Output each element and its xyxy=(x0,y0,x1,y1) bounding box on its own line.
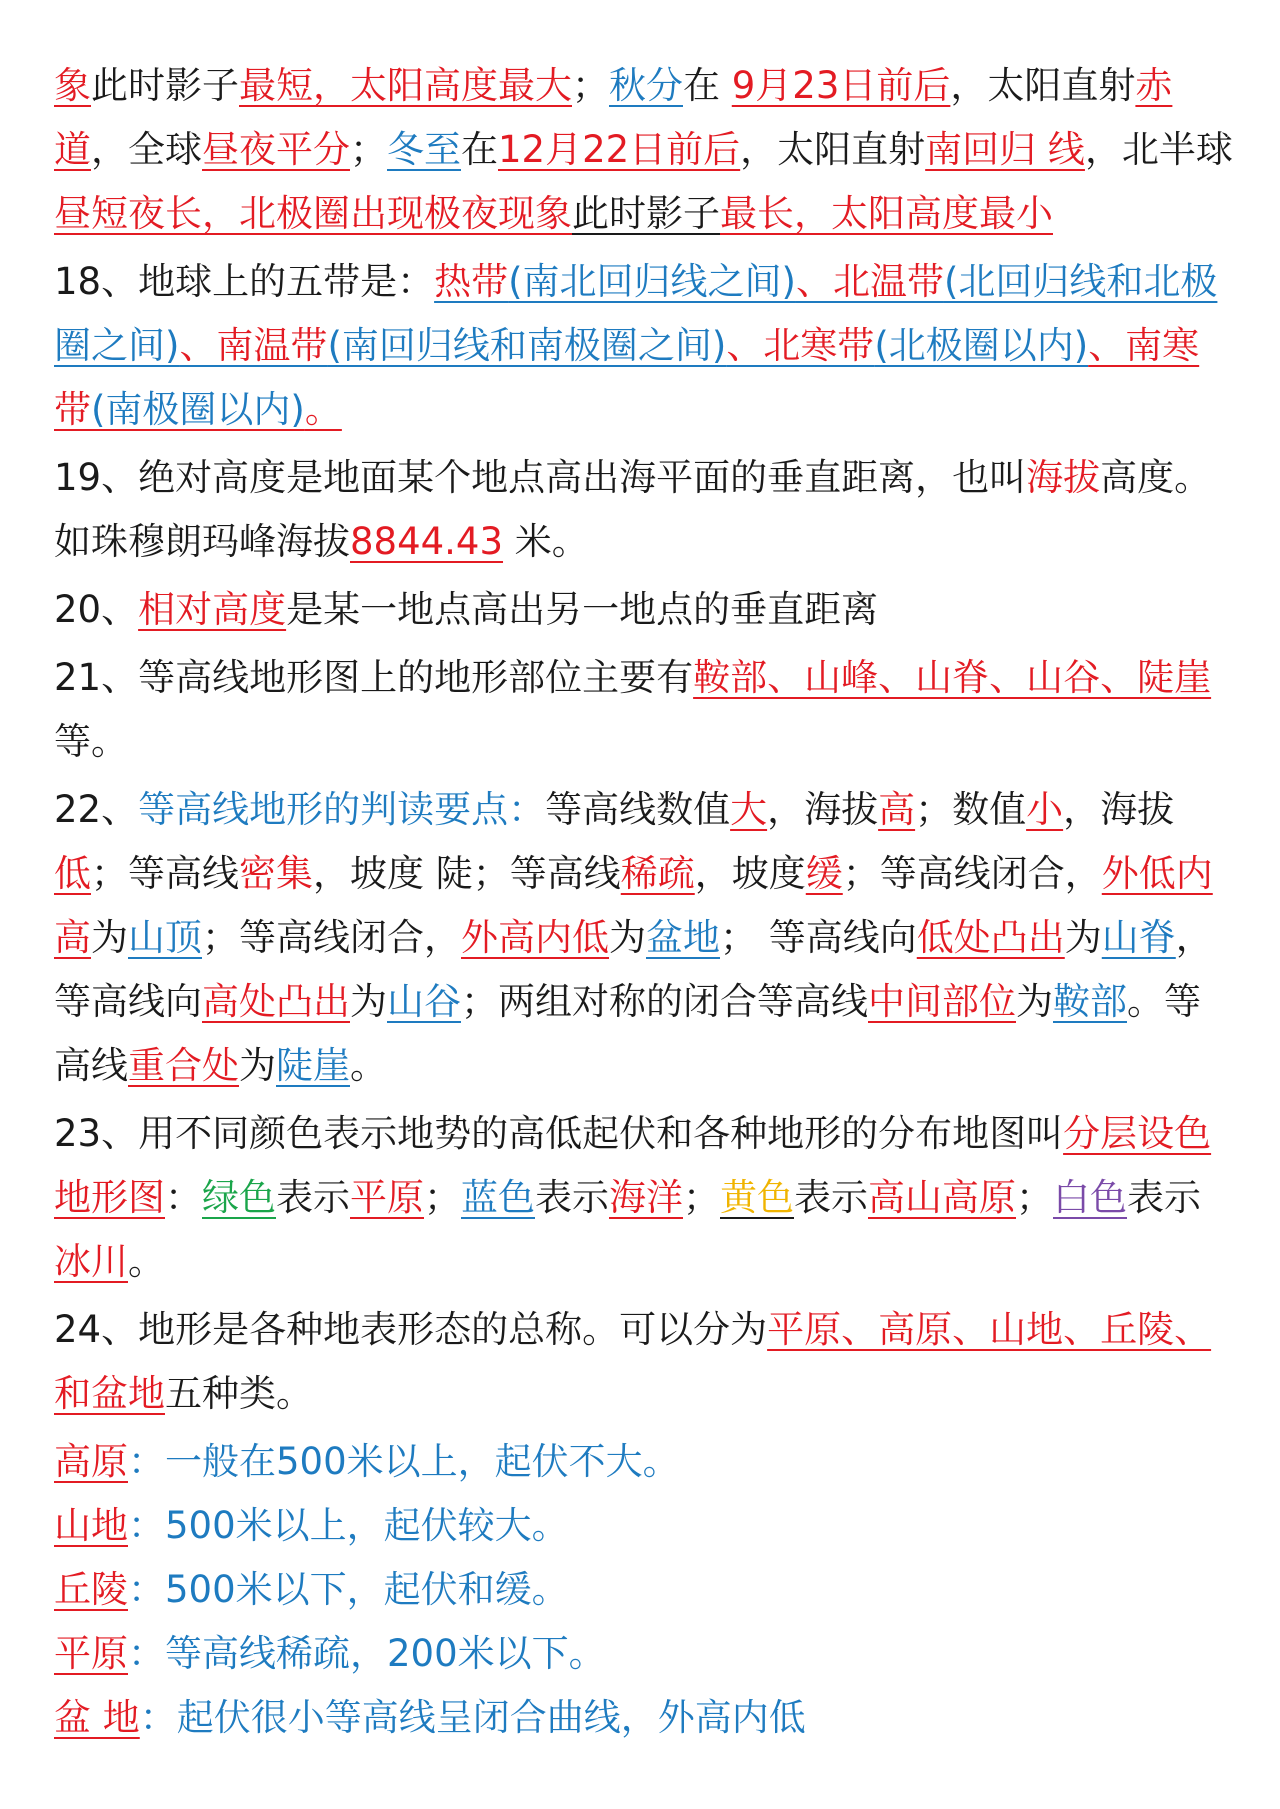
paragraph-21-landform-parts xyxy=(54,646,1234,774)
text-segment: ；两组对称的闭合等高线 xyxy=(461,980,868,1023)
text-segment: 。 xyxy=(350,1044,387,1087)
text-segment: 南回归 线 xyxy=(925,128,1085,171)
text-segment: ； 等高线向 xyxy=(720,916,917,959)
text-segment: 最短，太阳高度最大 xyxy=(239,64,572,107)
text-segment: 是某一地点高出另一地点的垂直距离 xyxy=(286,588,879,631)
text-segment: 高 xyxy=(878,788,916,831)
definition-item xyxy=(54,1494,1240,1558)
text-segment: 重合处 xyxy=(128,1044,239,1087)
text-segment: 22、 xyxy=(54,788,139,831)
paragraph-22-contour-reading xyxy=(54,778,1234,1098)
text-segment: ； xyxy=(424,1176,461,1219)
text-segment: 8844.43 xyxy=(350,520,504,563)
text-segment: 中间部位 xyxy=(868,980,1016,1023)
text-segment: 12月22日前后 xyxy=(498,128,741,171)
text-segment: 等高线地形的判读要点： xyxy=(138,788,546,831)
text-segment: 盆地 xyxy=(646,916,720,959)
text-segment: 鞍部 xyxy=(1053,980,1127,1023)
text-segment: 米。 xyxy=(503,520,589,563)
definition-text: ：500米以下，起伏和缓。 xyxy=(128,1568,569,1611)
text-segment: ；数值 xyxy=(915,788,1027,831)
text-segment: (南北回归线之间) xyxy=(508,260,796,303)
text-segment: 冰川 xyxy=(54,1240,128,1283)
text-segment: (北极圈以内) xyxy=(874,324,1089,367)
text-segment: 、北温带 xyxy=(795,260,944,303)
text-segment: ，等高线向 xyxy=(54,916,1213,1023)
definition-term: 盆 地 xyxy=(54,1696,140,1739)
text-segment: 。 xyxy=(128,1240,165,1283)
text-segment: 为 xyxy=(239,1044,276,1087)
text-segment: (南极圈以内) xyxy=(91,388,305,431)
text-segment: 19、绝对高度是地面某个地点高出海平面的垂直距离，也叫 xyxy=(54,456,1027,499)
text-segment: 平原、高原、山地、丘陵、和盆地 xyxy=(54,1308,1212,1415)
definition-term: 山地 xyxy=(54,1504,128,1547)
text-segment: 白色 xyxy=(1053,1176,1127,1219)
text-segment: 黄色 xyxy=(720,1176,794,1219)
definition-item xyxy=(54,1622,1240,1686)
paragraph-18-five-zones xyxy=(54,250,1234,442)
text-segment: ，北半球 xyxy=(1084,128,1233,171)
text-segment: 昼短夜长，北极圈出现极夜现象 xyxy=(54,192,572,235)
text-segment: 海拔 xyxy=(1026,456,1101,499)
text-segment: 高山高原 xyxy=(868,1176,1016,1219)
text-segment: 9月23日前后 xyxy=(731,64,951,107)
text-segment: 等高线数值 xyxy=(545,788,731,831)
text-segment: 表示 xyxy=(1127,1176,1201,1219)
text-segment: 山顶 xyxy=(128,916,202,959)
paragraph-23-layered-color-map xyxy=(54,1102,1234,1294)
text-segment: ，坡度 xyxy=(694,852,806,895)
text-segment: 此时影子 xyxy=(91,64,239,107)
text-segment: 低 xyxy=(54,852,91,895)
definition-text: ：起伏很小等高线呈闭合曲线，外高内低 xyxy=(139,1696,806,1739)
text-segment: 相对高度 xyxy=(138,588,287,631)
text-segment: 24、地形是各种地表形态的总称。可以分为 xyxy=(54,1308,768,1351)
text-segment: 在 xyxy=(683,64,732,107)
paragraph-20-relative-height xyxy=(54,578,1234,642)
text-segment: 五种类。 xyxy=(165,1372,313,1415)
definition-term: 平原 xyxy=(54,1632,128,1675)
text-segment: 冬至 xyxy=(387,128,461,171)
text-segment: 表示 xyxy=(794,1176,868,1219)
text-segment: ，太阳直射 xyxy=(950,64,1136,107)
text-segment: 陡崖 xyxy=(276,1044,350,1087)
text-segment: ；等高线闭合， xyxy=(202,916,461,959)
text-segment: 昼夜平分 xyxy=(202,128,350,171)
text-segment: 为 xyxy=(1016,980,1053,1023)
paragraph-17-continued xyxy=(54,54,1234,246)
text-segment: 最长，太阳高度最小 xyxy=(720,192,1053,235)
text-segment: 、南寒带 xyxy=(54,324,1200,431)
text-segment: 低处凸出 xyxy=(916,916,1065,959)
definition-text: ：一般在500米以上，起伏不大。 xyxy=(128,1440,680,1483)
text-segment: 为 xyxy=(350,980,387,1023)
definition-text: ：500米以上，起伏较大。 xyxy=(128,1504,569,1547)
text-segment: ，海拔 xyxy=(1063,788,1175,831)
text-segment: 小 xyxy=(1026,788,1064,831)
text-segment: 外低内高 xyxy=(54,852,1213,959)
text-segment: 表示 xyxy=(535,1176,609,1219)
text-segment: 绿色 xyxy=(202,1176,276,1219)
paragraph-24-landform-types xyxy=(54,1298,1234,1426)
text-segment: 缓 xyxy=(805,852,843,895)
text-segment: 象 xyxy=(54,64,91,107)
text-segment: 分层设色地形图 xyxy=(54,1112,1212,1219)
text-segment: 为 xyxy=(91,916,128,959)
text-segment: ，海拔 xyxy=(767,788,879,831)
text-segment: 海洋 xyxy=(609,1176,683,1219)
text-segment: ； xyxy=(350,128,387,171)
text-segment: 为 xyxy=(609,916,646,959)
text-segment: 为 xyxy=(1064,916,1102,959)
text-segment: 18、地球上的五带是： xyxy=(54,260,435,303)
text-segment: 外高内低 xyxy=(461,916,609,959)
definition-term: 丘陵 xyxy=(54,1568,128,1611)
landform-definition-list xyxy=(54,1430,1240,1750)
text-segment: 此时影子 xyxy=(572,192,720,235)
text-segment: ，坡度 陡；等高线 xyxy=(313,852,621,895)
text-segment: 山谷 xyxy=(387,980,461,1023)
text-segment: 。等高线 xyxy=(54,980,1201,1087)
text-segment: 、南温带 xyxy=(179,324,328,367)
text-segment: 。 xyxy=(304,388,342,431)
text-segment: (北回归线和北极圈之间) xyxy=(54,260,1218,367)
text-segment: 、北寒带 xyxy=(726,324,875,367)
text-segment: ；等高线 xyxy=(91,852,239,895)
text-segment: 高度。如珠穆朗玛峰海拔 xyxy=(54,456,1212,563)
text-segment: 密集 xyxy=(239,852,313,895)
text-segment: (南回归线和南极圈之间) xyxy=(327,324,727,367)
text-segment: 蓝色 xyxy=(461,1176,535,1219)
text-segment: 山脊 xyxy=(1101,916,1176,959)
text-segment: 大 xyxy=(730,788,768,831)
text-segment: 在 xyxy=(461,128,498,171)
text-segment: 平原 xyxy=(350,1176,424,1219)
definition-item xyxy=(54,1430,1240,1494)
text-segment: 高处凸出 xyxy=(202,980,350,1023)
text-segment: 等。 xyxy=(54,720,128,763)
text-segment: ： xyxy=(165,1176,202,1219)
paragraph-19-absolute-height xyxy=(54,446,1234,574)
definition-text: ：等高线稀疏，200米以下。 xyxy=(128,1632,606,1675)
text-segment: 稀疏 xyxy=(620,852,695,895)
text-segment: ，太阳直射 xyxy=(740,128,926,171)
text-segment: 21、等高线地形图上的地形部位主要有 xyxy=(54,656,694,699)
definition-term: 高原 xyxy=(54,1440,128,1483)
text-segment: ； xyxy=(1016,1176,1053,1219)
text-segment: 23、用不同颜色表示地势的高低起伏和各种地形的分布地图叫 xyxy=(54,1112,1064,1155)
definition-item xyxy=(54,1558,1240,1622)
text-segment: 表示 xyxy=(276,1176,350,1219)
text-segment: 赤道 xyxy=(54,64,1173,171)
text-segment: ，全球 xyxy=(91,128,202,171)
text-segment: ；等高线闭合， xyxy=(842,852,1102,895)
text-segment: 鞍部、山峰、山脊、山谷、陡崖 xyxy=(693,656,1212,699)
text-segment: 20、 xyxy=(54,588,139,631)
text-segment: 热带 xyxy=(434,260,509,303)
text-segment: ； xyxy=(572,64,609,107)
text-segment: ； xyxy=(683,1176,720,1219)
text-segment: 秋分 xyxy=(609,64,683,107)
definition-item xyxy=(54,1686,1240,1750)
